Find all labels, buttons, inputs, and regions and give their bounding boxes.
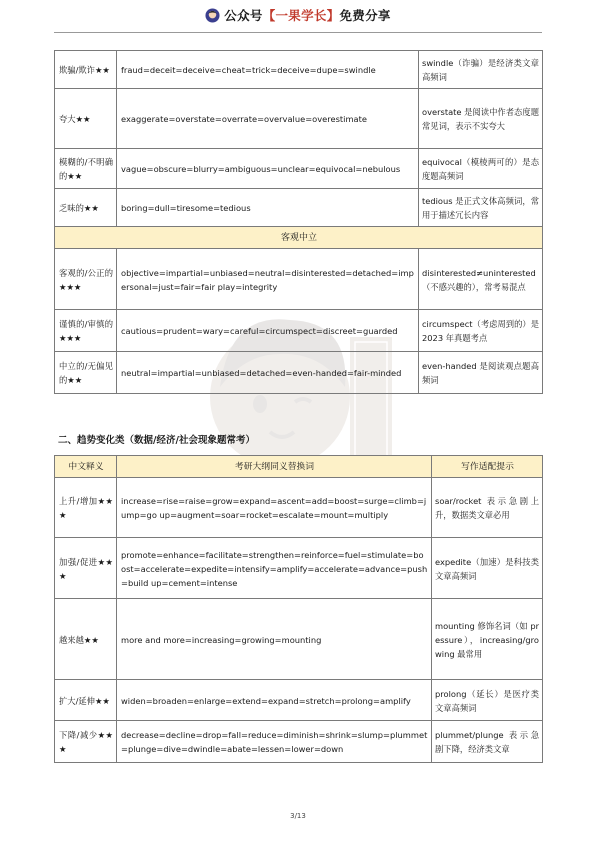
meaning-cell: 模糊的/不明确的★★ (55, 149, 117, 189)
table-row (55, 149, 543, 189)
writing-tip-cell: prolong（延长）是医疗类文章高频词 (432, 680, 543, 721)
header-brand: 【一果学长】 (262, 8, 340, 23)
synonyms-cell: fraud=deceit=deceive=cheat=trick=deceive=dupe=swindle (117, 51, 419, 89)
writing-tip-cell: equivocal（模棱两可的）是态度题高频词 (419, 149, 543, 189)
synonym-table-trend (54, 455, 543, 763)
writing-tip-cell: plummet/plunge 表示急剧下降，经济类文章 (432, 721, 543, 763)
writing-tip-cell: soar/rocket 表示急剧上升，数据类文章必用 (432, 478, 543, 538)
synonyms-cell: widen=broaden=enlarge=extend=expand=stretch=prolong=amplify (117, 680, 432, 721)
column-header: 写作适配提示 (432, 456, 543, 478)
table-row (55, 249, 543, 310)
synonyms-cell: boring=dull=tiresome=tedious (117, 189, 419, 227)
writing-tip-cell: disinterested≠uninterested（不感兴趣的），常考易混点 (419, 249, 543, 310)
writing-tip-cell: overstate 是阅读中作者态度题常见词，表示不实夸大 (419, 89, 543, 149)
meaning-cell: 越来越★★ (55, 599, 117, 680)
table-row (55, 538, 543, 599)
synonym-table-attitude (54, 50, 543, 394)
synonyms-cell: cautious=prudent=wary=careful=circumspect=discreet=guarded (117, 310, 419, 352)
header-suffix: 免费分享 (339, 8, 391, 23)
synonyms-cell: decrease=decline=drop=fall=reduce=diminish=shrink=slump=plummet=plunge=dive=dwindle=abate=lessen=lower=down (117, 721, 432, 763)
writing-tip-cell: even-handed 是阅读观点题高频词 (419, 352, 543, 394)
synonyms-cell: objective=impartial=unbiased=neutral=disinterested=detached=impersonal=just=fair=fair play=integrity (117, 249, 419, 310)
table-row (55, 478, 543, 538)
table-row (55, 51, 543, 89)
table-header-row (55, 456, 543, 478)
table-row (55, 189, 543, 227)
meaning-cell: 乏味的★★ (55, 189, 117, 227)
meaning-cell: 扩大/延伸★★ (55, 680, 117, 721)
synonyms-cell: more and more=increasing=growing=mounting (117, 599, 432, 680)
synonyms-cell: increase=rise=raise=grow=expand=ascent=add=boost=surge=climb=jump=go up=augment=soar=rocket=escalate=mount=multiply (117, 478, 432, 538)
table-row (55, 680, 543, 721)
page-header (0, 6, 596, 24)
table-row (55, 310, 543, 352)
column-header: 中文释义 (55, 456, 117, 478)
synonyms-cell: exaggerate=overstate=overrate=overvalue=overestimate (117, 89, 419, 149)
synonyms-cell: promote=enhance=facilitate=strengthen=reinforce=fuel=stimulate=boost=accelerate=expedite=intensify=amplify=accelerate=advance=push=build up=cement=intense (117, 538, 432, 599)
meaning-cell: 中立的/无偏见的★★ (55, 352, 117, 394)
table-row (55, 721, 543, 763)
section-label: 客观中立 (55, 227, 543, 249)
synonyms-cell: neutral=impartial=unbiased=detached=even-handed=fair-minded (117, 352, 419, 394)
avatar-icon (205, 8, 220, 23)
meaning-cell: 下降/减少★★★ (55, 721, 117, 763)
meaning-cell: 客观的/公正的★★★ (55, 249, 117, 310)
table-row (55, 352, 543, 394)
section-row (55, 227, 543, 249)
meaning-cell: 加强/促进★★★ (55, 538, 117, 599)
meaning-cell: 欺骗/欺诈★★ (55, 51, 117, 89)
header-divider (54, 32, 542, 33)
section-heading: 二、趋势变化类（数据/经济/社会现象题常考） (58, 435, 255, 446)
writing-tip-cell: swindle（诈骗）是经济类文章高频词 (419, 51, 543, 89)
writing-tip-cell: tedious 是正式文体高频词，常用于描述冗长内容 (419, 189, 543, 227)
column-header: 考研大纲同义替换词 (117, 456, 432, 478)
page-number: 3/13 (290, 812, 306, 820)
meaning-cell: 谨慎的/审慎的★★★ (55, 310, 117, 352)
meaning-cell: 夸大★★ (55, 89, 117, 149)
writing-tip-cell: mounting 修饰名词（如 pressure），increasing/growing 最常用 (432, 599, 543, 680)
meaning-cell: 上升/增加★★★ (55, 478, 117, 538)
synonyms-cell: vague=obscure=blurry=ambiguous=unclear=equivocal=nebulous (117, 149, 419, 189)
table-row (55, 599, 543, 680)
header-prefix: 公众号 (224, 8, 263, 23)
table-row (55, 89, 543, 149)
writing-tip-cell: circumspect（考虑周到的）是 2023 年真题考点 (419, 310, 543, 352)
writing-tip-cell: expedite（加速）是科技类文章高频词 (432, 538, 543, 599)
